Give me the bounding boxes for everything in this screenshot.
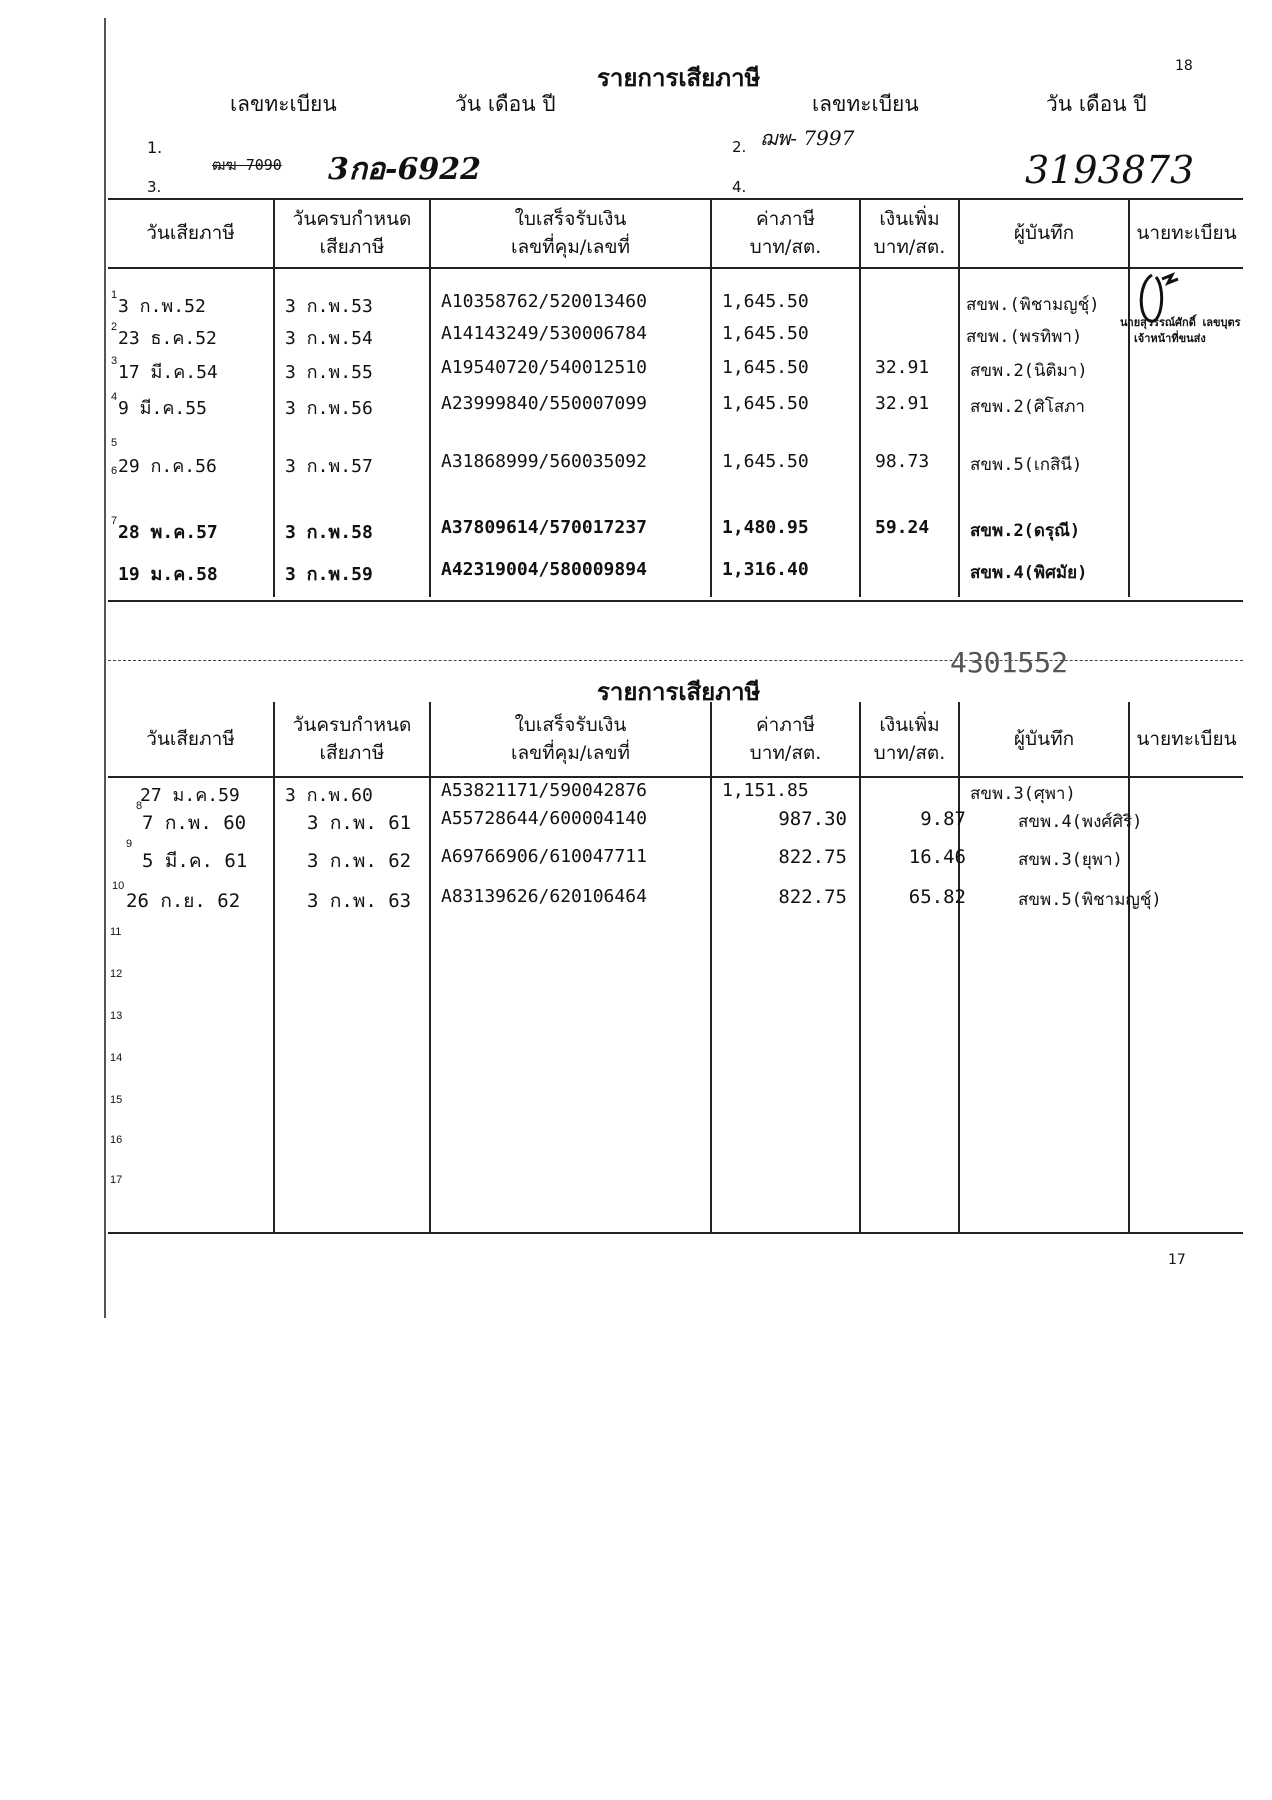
bottom-col-tax: 1,151.85 987.30 822.75 822.75	[711, 777, 860, 1233]
table-row: 23 ธ.ค.52	[118, 328, 217, 349]
row-number: 11	[110, 926, 122, 938]
bottom-table-body	[108, 777, 1243, 1233]
bottom-col-paid	[108, 777, 274, 1233]
col-due-date: วันครบกำหนด เสียภาษี	[274, 702, 430, 777]
registrar-stamp-name: นายสุวรรณ์ศักดิ์ เลขบุตร	[1120, 316, 1241, 329]
table-row: 17 มี.ค.54	[118, 362, 218, 383]
col-registrar: นายทะเบียน	[1129, 198, 1243, 268]
top-table-body	[108, 268, 1243, 597]
page-number-top: 18	[1175, 58, 1193, 74]
entry-1-old-plate: ฒฆ 7090	[212, 156, 282, 174]
binder-edge	[104, 18, 106, 1318]
top-col-receipt: A10358762/520013460 A14143249/530006784 A19540720/540012510 A23999840/550007099 A31868999/560035092 A37809614/570017237 A42319004/580009894	[430, 268, 711, 597]
top-title: รายการเสียภาษี	[597, 63, 761, 92]
top-table-bottom-rule	[108, 600, 1243, 602]
label-reg-right: เลขทะเบียน	[812, 92, 919, 116]
col-receipt: ใบเสร็จรับเงิน เลขที่คุม/เลขที่	[430, 198, 711, 268]
table-row: 26 ก.ย. 62	[126, 890, 241, 912]
row-number: 13	[110, 1010, 123, 1022]
row-number: 12	[110, 968, 123, 980]
row-number: 2	[111, 321, 118, 333]
col-recorder: ผู้บันทึก	[959, 702, 1129, 777]
table-row: 7 ก.พ. 60	[142, 812, 247, 834]
label-date-right: วัน เดือน ปี	[1046, 92, 1147, 116]
bottom-col-receipt: A53821171/590042876 A55728644/600004140 A69766906/610047711 A83139626/620106464	[430, 777, 711, 1233]
bottom-title: รายการเสียภาษี	[597, 677, 761, 706]
top-table	[108, 198, 1243, 597]
bottom-col-recorder: สขพ.3(ศุพา) สขพ.4(พงศ์ศิริ) สขพ.3(ยุพา) สขพ.5(พิชามญชุ์)	[959, 777, 1129, 1233]
row-number: 7	[111, 515, 118, 527]
row-number: 15	[110, 1094, 123, 1106]
row-number: 16	[110, 1134, 123, 1146]
label-date-left: วัน เดือน ปี	[455, 92, 556, 116]
entry-1-number: 1.	[147, 138, 163, 157]
table-row: 29 ก.ค.56	[118, 456, 217, 477]
bottom-dashed-rule	[108, 660, 1243, 663]
row-number: 8	[136, 800, 143, 812]
table-row: 9 มี.ค.55	[118, 398, 207, 419]
row-number: 6	[111, 465, 118, 477]
bottom-table-rule	[108, 1232, 1243, 1234]
col-paid-date: วันเสียภาษี	[108, 702, 274, 777]
row-number: 14	[110, 1052, 123, 1064]
bottom-col-due: 3 ก.พ.60 3 ก.พ. 61 3 ก.พ. 62 3 ก.พ. 63	[274, 777, 430, 1233]
bottom-col-surcharge: 9.87 16.46 65.82	[860, 777, 959, 1233]
row-number: 17	[110, 1174, 123, 1186]
col-registrar: นายทะเบียน	[1129, 702, 1243, 777]
col-surcharge: เงินเพิ่ม บาท/สต.	[860, 198, 959, 268]
top-col-paid	[108, 268, 274, 597]
table-row: 3 ก.พ.52	[118, 296, 206, 317]
entry-2-plate: ฌพ- 7997	[760, 126, 855, 150]
entry-1-new-plate: 3กอ-6922	[328, 152, 482, 187]
entry-4-handwritten: 3193873	[1025, 148, 1195, 192]
col-receipt: ใบเสร็จรับเงิน เลขที่คุม/เลขที่	[430, 702, 711, 777]
bottom-table	[108, 702, 1243, 1233]
col-paid-date: วันเสียภาษี	[108, 198, 274, 268]
col-due-date: วันครบกำหนด เสียภาษี	[274, 198, 430, 268]
top-col-surcharge: 32.91 32.91 98.73 59.24	[860, 268, 959, 597]
bottom-col-registrar	[1129, 777, 1243, 1233]
entry-3-number: 3.	[147, 178, 162, 196]
row-number: 3	[111, 355, 118, 367]
row-number: 5	[111, 437, 118, 449]
top-col-registrar	[1120, 268, 1243, 597]
row-number: 10	[112, 880, 125, 892]
top-table-header	[108, 198, 1243, 268]
table-row: 5 มี.ค. 61	[142, 850, 248, 872]
col-recorder: ผู้บันทึก	[959, 198, 1129, 268]
top-col-recorder: สขพ.(พิชามญชุ์) สขพ.(พรทิพา) สขพ.2(นิติมา) สขพ.2(ศิโสภา สขพ.5(เกสินี) สขพ.2(ดรุณี) สขพ.4(พิศมัย)	[959, 268, 1129, 597]
top-col-tax: 1,645.50 1,645.50 1,645.50 1,645.50 1,645.50 1,480.95 1,316.40	[711, 268, 860, 597]
table-row: 27 ม.ค.59	[140, 785, 240, 806]
registrar-stamp-title: เจ้าหน้าที่ขนส่ง	[1134, 332, 1206, 345]
row-number: 4	[111, 391, 118, 403]
label-reg-left: เลขทะเบียน	[230, 92, 337, 116]
row-number: 1	[111, 289, 118, 301]
table-row: 19 ม.ค.58	[118, 564, 218, 585]
col-tax: ค่าภาษี บาท/สต.	[711, 702, 860, 777]
col-tax: ค่าภาษี บาท/สต.	[711, 198, 860, 268]
top-col-due: 3 ก.พ.53 3 ก.พ.54 3 ก.พ.55 3 ก.พ.56 3 ก.พ.57 3 ก.พ.58 3 ก.พ.59	[274, 268, 430, 597]
bottom-table-header	[108, 702, 1243, 777]
col-surcharge: เงินเพิ่ม บาท/สต.	[860, 702, 959, 777]
row-number: 9	[126, 838, 133, 850]
entry-2-number: 2.	[732, 138, 747, 156]
faded-number: 4301552	[950, 646, 1069, 679]
table-row: 28 พ.ค.57	[118, 522, 218, 543]
entry-4-number: 4.	[732, 178, 747, 196]
page-number-bottom: 17	[1168, 1252, 1186, 1268]
